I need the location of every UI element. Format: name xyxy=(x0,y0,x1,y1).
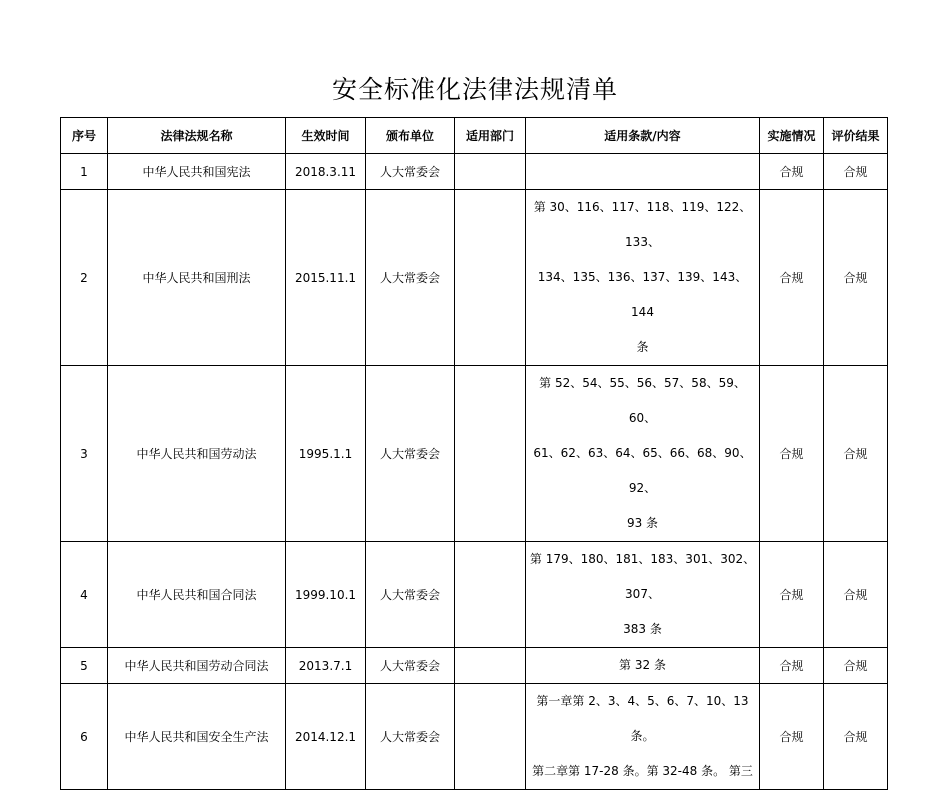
regulations-table xyxy=(60,117,888,790)
cell-name: 中华人民共和国宪法 xyxy=(108,154,286,190)
content-line: 条 xyxy=(636,340,649,354)
header-status: 实施情况 xyxy=(760,118,824,154)
content-line: 第 30、116、117、118、119、122、133、 xyxy=(533,200,752,249)
cell-dept xyxy=(455,542,526,648)
cell-no: 2 xyxy=(61,190,108,366)
cell-result: 合规 xyxy=(824,366,888,542)
cell-content xyxy=(526,190,760,366)
cell-date: 1995.1.1 xyxy=(286,366,366,542)
cell-issuer: 人大常委会 xyxy=(366,366,455,542)
cell-issuer: 人大常委会 xyxy=(366,684,455,790)
cell-status: 合规 xyxy=(760,366,824,542)
cell-content xyxy=(526,648,760,684)
page-title: 安全标准化法律法规清单 xyxy=(331,75,618,104)
header-date: 生效时间 xyxy=(286,118,366,154)
cell-date: 2013.7.1 xyxy=(286,648,366,684)
cell-dept xyxy=(455,684,526,790)
cell-result: 合规 xyxy=(824,190,888,366)
cell-content xyxy=(526,684,760,790)
cell-no: 1 xyxy=(61,154,108,190)
cell-status: 合规 xyxy=(760,648,824,684)
table-row xyxy=(61,366,888,542)
cell-dept xyxy=(455,190,526,366)
cell-name: 中华人民共和国刑法 xyxy=(108,190,286,366)
content-line: 134、135、136、137、139、143、144 xyxy=(537,270,748,319)
table-row xyxy=(61,648,888,684)
cell-dept xyxy=(455,154,526,190)
content-line: 61、62、63、64、65、66、68、90、92、 xyxy=(533,446,752,495)
cell-dept xyxy=(455,366,526,542)
cell-issuer: 人大常委会 xyxy=(366,190,455,366)
cell-dept xyxy=(455,648,526,684)
cell-no: 4 xyxy=(61,542,108,648)
cell-name: 中华人民共和国劳动法 xyxy=(108,366,286,542)
header-result: 评价结果 xyxy=(824,118,888,154)
header-no: 序号 xyxy=(61,118,108,154)
content-line: 第一章第 2、3、4、5、6、7、10、13 条。 xyxy=(536,694,749,743)
content-line: 383 条 xyxy=(623,622,662,636)
cell-issuer: 人大常委会 xyxy=(366,154,455,190)
cell-name: 中华人民共和国劳动合同法 xyxy=(108,648,286,684)
content-line: 93 条 xyxy=(626,516,659,530)
cell-status: 合规 xyxy=(760,190,824,366)
table-row xyxy=(61,684,888,790)
header-dept: 适用部门 xyxy=(455,118,526,154)
cell-status: 合规 xyxy=(760,542,824,648)
cell-result: 合规 xyxy=(824,542,888,648)
cell-name: 中华人民共和国合同法 xyxy=(108,542,286,648)
header-issuer: 颁布单位 xyxy=(366,118,455,154)
cell-status: 合规 xyxy=(760,154,824,190)
cell-content xyxy=(526,542,760,648)
table-row xyxy=(61,154,888,190)
content-line: 第 52、54、55、56、57、58、59、60、 xyxy=(539,376,746,425)
cell-no: 3 xyxy=(61,366,108,542)
header-name: 法律法规名称 xyxy=(108,118,286,154)
header-content: 适用条款/内容 xyxy=(526,118,760,154)
cell-date: 1999.10.1 xyxy=(286,542,366,648)
cell-status: 合规 xyxy=(760,684,824,790)
cell-result: 合规 xyxy=(824,684,888,790)
cell-content xyxy=(526,366,760,542)
cell-result: 合规 xyxy=(824,154,888,190)
cell-issuer: 人大常委会 xyxy=(366,542,455,648)
table-row xyxy=(61,542,888,648)
cell-issuer: 人大常委会 xyxy=(366,648,455,684)
cell-date: 2014.12.1 xyxy=(286,684,366,790)
cell-no: 5 xyxy=(61,648,108,684)
cell-name: 中华人民共和国安全生产法 xyxy=(108,684,286,790)
cell-result: 合规 xyxy=(824,648,888,684)
content-line: 第 179、180、181、183、301、302、307、 xyxy=(529,552,756,601)
cell-no: 6 xyxy=(61,684,108,790)
table-row xyxy=(61,190,888,366)
content-line: 第二章第 17-28 条。第 32-48 条。 第三 xyxy=(532,764,753,778)
cell-date: 2015.11.1 xyxy=(286,190,366,366)
content-line: 第 32 条 xyxy=(619,658,666,672)
table-header-row xyxy=(61,118,888,154)
cell-content xyxy=(526,154,760,190)
cell-date: 2018.3.11 xyxy=(286,154,366,190)
table-body xyxy=(61,154,888,790)
